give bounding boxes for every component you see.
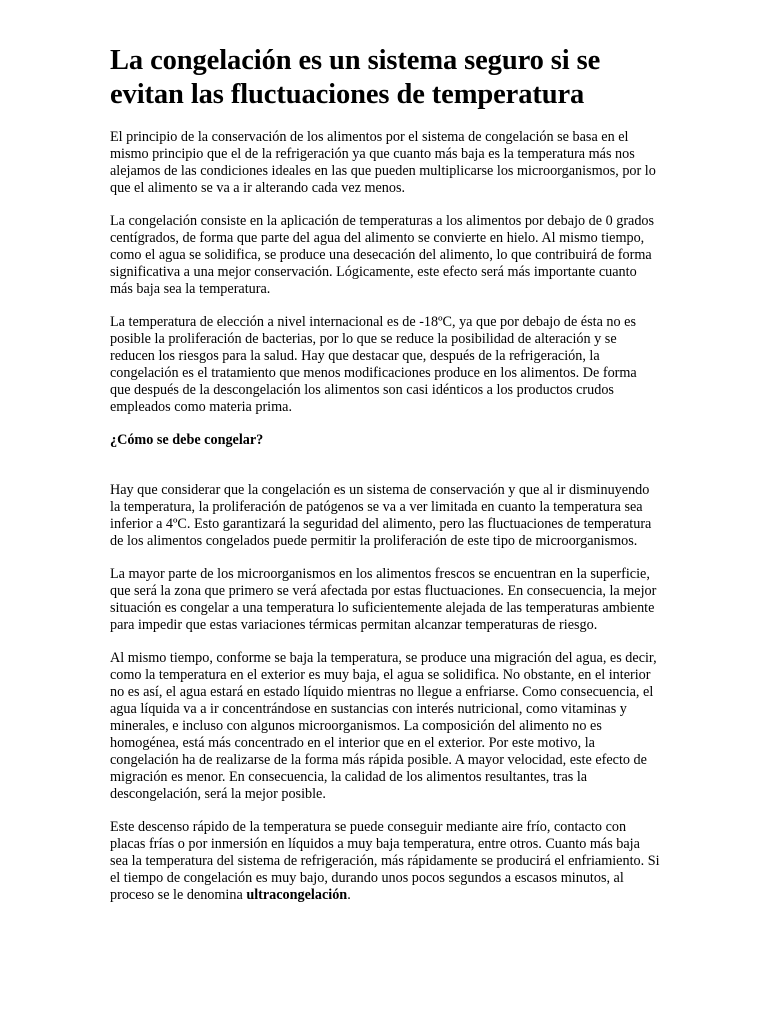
paragraph-rapid-cooling xyxy=(110,819,660,904)
paragraph-end-punctuation: . xyxy=(347,887,351,903)
paragraph-rapid-cooling-text: Este descenso rápido de la temperatura se puede conseguir mediante aire frío, contacto con placas frías o por inmersión en líquidos a muy baja temperatura, entre otros. Cuanto más baja sea la temperatura del sistema de refrigeración, más rápidamente se producirá el enfriamiento. Si el tiempo de congelación es muy bajo, durando unos pocos segundos a escasos minutos, al proceso se le denomina xyxy=(110,819,660,903)
paragraph-surface: La mayor parte de los microorganismos en los alimentos frescos se encuentran en la superficie, que será la zona que primero se verá afectada por estas fluctuaciones. En consecuencia, la mejor situación es congelar a una temperatura lo suficientemente alejada de las temperaturas ambiente para impedir que estas variaciones térmicas permitan alcanzar temperaturas de riesgo. xyxy=(110,566,657,633)
paragraph-temperature: La temperatura de elección a nivel internacional es de -18ºC, ya que por debajo de ésta no es posible la proliferación de bacterias, por lo que se reduce la posibilidad de alteración y se reducen los riesgos para la salud. Hay que destacar que, después de la refrigeración, la congelación es el tratamiento que menos modificaciones produce en los alimentos. De forma que después de la descongelación los alimentos son casi idénticos a los productos crudos empleados como materia prima. xyxy=(110,314,637,415)
paragraph-considerations: Hay que considerar que la congelación es un sistema de conservación y que al ir disminuyendo la temperatura, la proliferación de patógenos se va a ver limitada en cuanto la temperatura sea inferior a 4ºC. Esto garantizará la seguridad del alimento, pero las fluctuaciones de temperatura de los alimentos congelados puede permitir la proliferación de este tipo de microorganismos. xyxy=(110,482,652,549)
paragraph-migration: Al mismo tiempo, conforme se baja la temperatura, se produce una migración del agua, es decir, como la temperatura en el exterior es muy baja, el agua se solidifica. No obstante, en el interior no es así, el agua estará en estado líquido mientras no llegue a enfriarse. Como consecuencia, el agua líquida va a ir concentrándose en sustancias con interés nutricional, como vitaminas y minerales, e incluso con algunos microorganismos. La composición del alimento no es homogénea, está más concentrado en el interior que en el exterior. Por este motivo, la congelación ha de realizarse de la forma más rápida posible. A mayor velocidad, este efecto de migración es menor. En consecuencia, la calidad de los alimentos resultantes, tras la descongelación, será la mejor posible. xyxy=(110,650,657,802)
paragraph-intro: El principio de la conservación de los alimentos por el sistema de congelación se basa en el mismo principio que el de la refrigeración ya que cuanto más baja es la temperatura más nos alejamos de las condiciones ideales en las que pueden multiplicarse los microorganismos, por lo que el alimento se va a ir alterando cada vez menos. xyxy=(110,129,656,196)
document-title: La congelación es un sistema seguro si se evitan las fluctuaciones de temperatura xyxy=(110,45,601,110)
section-subheading: ¿Cómo se debe congelar? xyxy=(110,432,264,448)
bold-term-ultracongelacion: ultracongelación xyxy=(246,887,348,903)
paragraph-definition: La congelación consiste en la aplicación de temperaturas a los alimentos por debajo de 0 grados centígrados, de forma que parte del agua del alimento se convierte en hielo. Al mismo tiempo, como el agua se solidifica, se produce una desecación del alimento, lo que contribuirá de forma significativa a una mejor conservación. Lógicamente, este efecto será más importante cuanto más baja sea la temperatura. xyxy=(110,213,655,297)
document-page xyxy=(110,44,660,920)
